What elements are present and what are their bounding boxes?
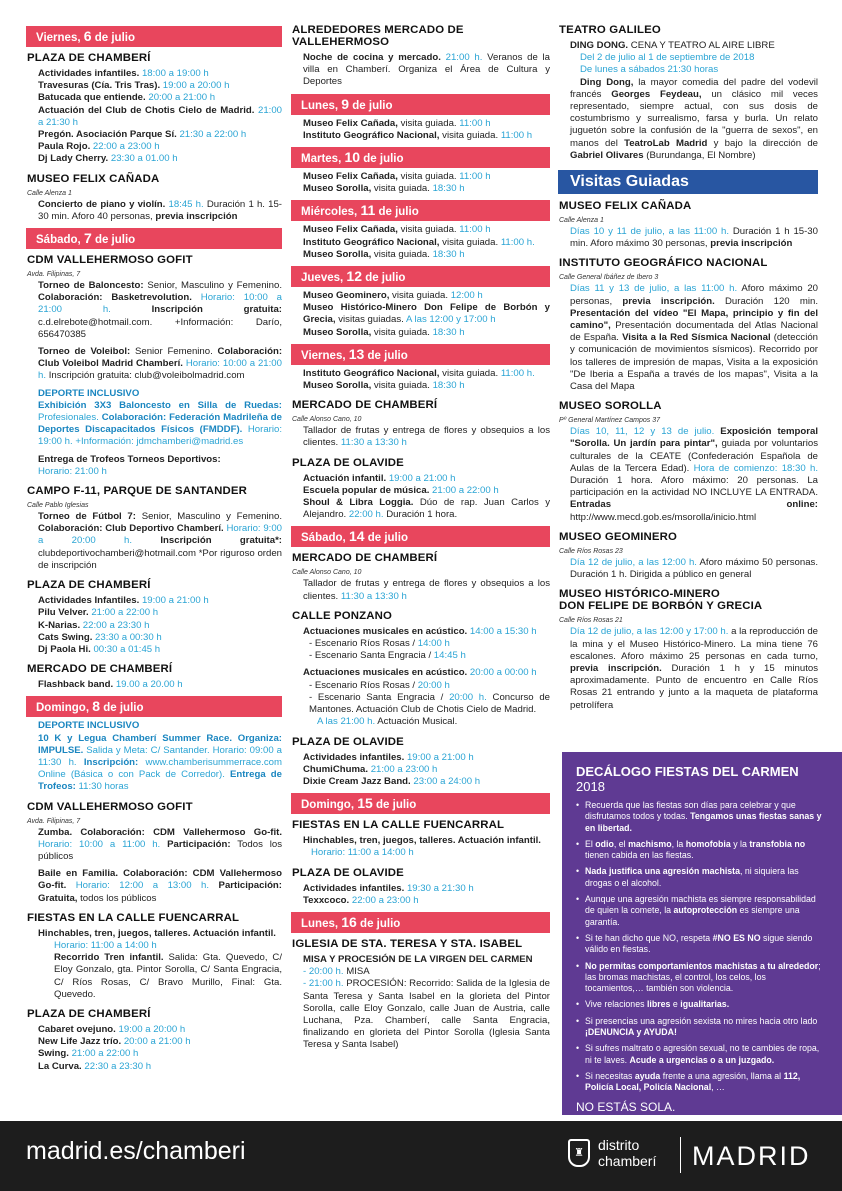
decalogo-closing: NO ESTÁS SOLA. — [576, 1099, 676, 1114]
venue-title: CAMPO F-11, PARQUE DE SANTANDER — [26, 483, 282, 501]
venue-address: Calle Alenza 1 — [27, 189, 72, 197]
footer — [0, 1121, 842, 1191]
madrid-crest-icon: ♜ — [568, 1139, 590, 1167]
venue-address: Calle Ríos Rosas 23 — [559, 547, 623, 555]
event-list: Actividades infantiles. 19:00 a 21:00 h ChumiChuma. 21:00 a 23:00 h Dixie Cream Jazz Band. 23:00 a 24:00 h — [303, 751, 481, 787]
event-text: MISA Y PROCESIÓN DE LA VIRGEN DEL CARMEN - 20:00 h. MISA - 21:00 h. PROCESIÓN: Recorrido: Salida de la Iglesia de Santa Teresa y Santa Isabel en la glorieta del Pintor Sorolla, calle Eloy Gonzalo, calle Juan de Austria, calle Luchana, Pza. Chamberí, calle Santa Engracia, finalizando en glorieta del Pintor Sorolla (Iglesia Santa Teresa y Santa Isabel) — [303, 953, 550, 1051]
venue-title: MERCADO DE CHAMBERÍ — [291, 397, 550, 415]
event-text: Torneo de Fútbol 7: Senior, Masculino y Femenino. Colaboración: Club Deportivo Chamberí. Horario: 9:00 a 20:00 h. Inscripción gratuita*: clubdeportivochamberi@hotmail.com *Por riguroso orden de inscripción — [38, 511, 282, 571]
venue-address: Calle Alonso Cano, 10 — [292, 416, 362, 424]
venue-title: MERCADO DE CHAMBERÍ — [291, 550, 550, 568]
venue-address: Calle Alenza 1 — [559, 217, 604, 225]
day-header: Martes, 10 de julio — [291, 147, 550, 168]
day-header: Domingo, 15 de julio — [291, 793, 550, 814]
venue-title: PLAZA DE OLAVIDE — [291, 455, 550, 473]
list-item: • Si sufres maltrato o agresión sexual, no te cambies de ropa, ni te laves. Acude a urgencias o a un juzgado. — [576, 1043, 826, 1066]
event-list: Actividades infantiles. 19:30 a 21:30 h Texxcoco. 22:00 a 23:00 h — [303, 882, 474, 906]
day-header: Domingo, 8 de julio — [26, 696, 282, 717]
event-text: Días 11 y 13 de julio, a las 11:00 h. Aforo máximo 20 personas, previa inscripción. Duración 120 min. Presentación del vídeo "El Mapa, principio y fin del camino", Presentación documentada del Atlas Nacional de España. Visita a la Red Sísmica Nacional (detección y comunicación de movimientos sísmicos). Recorrido por los talleres de impresión de mapas, Visita a la exposición "De Iberia a España a través de los mapas", Visita a la Casa del Mapa — [570, 283, 819, 393]
day-header: Sábado, 14 de julio — [291, 526, 550, 547]
list-item: • Si presencias una agresión sexista no mires hacia otro lado ¡DENUNCIA y AYUDA! — [576, 1016, 826, 1039]
column-2 — [291, 22, 550, 1057]
venue-title: TEATRO GALILEO — [558, 22, 818, 40]
list-item: • Nada justifica una agresión machista, ni siquiera las drogas o el alcohol. — [576, 866, 826, 889]
venue-title: ALREDEDORES MERCADO DE VALLEHERMOSO — [291, 22, 550, 52]
day-header: Lunes, 16 de julio — [291, 912, 550, 933]
event-list: Museo Felix Cañada, visita guiada. 11:00 h Museo Sorolla, visita guiada. 18:30 h — [303, 171, 491, 195]
event-list: Cabaret ovejuno. 19:00 a 20:00 h New Life Jazz trío. 20:00 a 21:00 h Swing. 21:00 a 22:00 h La Curva. 22:30 a 23:30 h — [38, 1023, 191, 1072]
visitas-guiadas-heading: Visitas Guiadas — [558, 170, 818, 194]
event-text: Tallador de frutas y entrega de flores y obsequios a los clientes. 11:30 a 13:30 h — [303, 425, 550, 449]
venue-title: CDM VALLEHERMOSO GOFIT — [26, 252, 282, 270]
venue-title: PLAZA DE CHAMBERÍ — [26, 577, 282, 595]
event-text: Hinchables, tren, juegos, talleres. Actuación infantil. Horario: 11:00 a 14:00 h Recorrido Tren infantil. Salida: Gta. Quevedo, C/ Eloy Gonzalo, gta. Pintor Sorolla, C/ Santa Engracia, C/ Ríos Rosas, C/ Bravo Murillo, Final: Gta. Quevedo. — [38, 927, 283, 1000]
list-item: • No permitas comportamientos machistas a tu alrededor; las bromas machistas, el control, los celos, los tocamientos,… también son violencia. — [576, 961, 826, 995]
madrid-logo: MADRID — [692, 1141, 811, 1171]
event-text: Días 10, 11, 12 y 13 de julio. Exposición temporal "Sorolla. Un jardín para pintar", guiada por voluntarios culturales de la CEATE (Confederación Española de Aulas de la Tercera Edad). Hora de comienzo: 18:30 h. Duración 1 hora. Aforo máximo: 20 personas. La participación en la actividad NO INCLUYE LA ENTRADA. Entradas online: http://www.mecd.gob.es/msorolla/inicio.html — [570, 426, 819, 523]
event-text: Días 10 y 11 de julio, a las 11:00 h. Duración 1 h 15-30 min. Aforo máximo 30 personas, previa inscripción — [570, 226, 818, 250]
event-list: Instituto Geográfico Nacional, visita guiada. 11:00 h. Museo Sorolla, visita guiada. 18:30 h — [303, 367, 535, 392]
event-text: Baile en Familia. Colaboración: CDM Vallehermoso Go-fit. Horario: 12:00 a 13:00 h. Participación: Gratuita, todos los públicos — [38, 868, 282, 904]
venue-title: MUSEO FELIX CAÑADA — [558, 198, 818, 216]
venue-title: PLAZA DE OLAVIDE — [291, 734, 550, 752]
decalogo-list — [576, 800, 826, 1094]
venue-address: Avda. Filipinas, 7 — [27, 271, 81, 279]
venue-address: Calle Ríos Rosas 21 — [559, 617, 623, 625]
venue-title: CALLE PONZANO — [291, 608, 550, 626]
event-list: Museo Geominero, visita guiada. 12:00 h Museo Histórico-Minero Don Felipe de Borbón y Grecia, visitas guiadas. A las 12:00 y 17:00 h Museo Sorolla, visita guiada. 18:30 h — [303, 290, 550, 338]
day-header: Jueves, 12 de julio — [291, 266, 550, 287]
list-item: • Vive relaciones libres e igualitarias. — [576, 999, 826, 1010]
event-text: Concierto de piano y violín. 18:45 h. Duración 1 h. 15-30 min. Aforo 40 personas, previa inscripción — [38, 198, 282, 222]
venue-title: MUSEO GEOMINERO — [558, 529, 818, 547]
list-item: • Si te han dicho que NO, respeta #NO ES NO sigue siendo válido en fiestas. — [576, 933, 826, 956]
venue-title: INSTITUTO GEOGRÁFICO NACIONAL — [558, 255, 818, 273]
decalogo-panel — [562, 752, 842, 1115]
venue-address: Avda. Filipinas, 7 — [27, 817, 81, 825]
column-1 — [26, 22, 282, 1078]
event-text: DEPORTE INCLUSIVO 10 K y Legua Chamberí Summer Race. Organiza: IMPULSE. Salida y Meta: C/ Santander. Horario: 09:00 a 11:30 h. Inscripción: www.chamberisummerrace.com Online (Básica o con Pack de Corredor). Entrega de Trofeos: 11:30 horas — [38, 720, 282, 793]
event-text: Flashback band. 19.00 a 20.00 h — [38, 679, 183, 691]
venue-title: IGLESIA DE STA. TERESA Y STA. ISABEL — [291, 936, 550, 954]
event-text: Torneo de Baloncesto: Senior, Masculino y Femenino. Colaboración: Basketrevolution. Horario: 10:00 a 21:00 h. Inscripción gratuita: c.d.elrebote@hotmail.com. +Información: Darío, 656470385 — [38, 280, 283, 340]
event-list: Actividades infantiles. 18:00 a 19:00 h Travesuras (Cía. Tris Tras). 19:00 a 20:00 h Batucada que entiende. 20:00 a 21:00 h Actuación del Club de Chotis Cielo de Madrid. 21:00 a 21:30 h Pregón. Asociación Parque Sí. 21:30 a 22:00 h Paula Rojo. 22:00 a 23:00 h Dj Lady Cherry. 23:30 a 01.00 h — [38, 68, 282, 165]
event-text: Día 12 de julio, a las 12:00 y 17:00 h. a la reproducción de la mina y el Museo Histórico-Minero. La mina tiene 76 escalones. Aforo máximo 25 personas en cada turno, previa inscripción. Duración 1 h y 15 minutos aproximadamente. Punto de encuentro en Calle Ríos Rosas 21 entrando y junto a la maqueta de plataforma petrolífera — [570, 626, 819, 711]
venue-address: Calle Pablo Iglesias — [27, 502, 89, 510]
decalogo-title: DECÁLOGO FIESTAS DEL CARMEN 2018 — [576, 764, 799, 794]
event-text: Entrega de Trofeos Torneos Deportivos: Horario: 21:00 h — [38, 453, 221, 477]
event-text: Noche de cocina y mercado. 21:00 h. Veranos de la villa en Chamberí. Organiza el Área de Cultura y Deportes — [303, 52, 550, 88]
event-list: Actividades Infantiles. 19:00 a 21:00 h Pilu Velver. 21:00 a 22:00 h K-Narias. 22:00 a 23:30 h Cats Swing. 23:30 a 00:30 h Dj Paola Hi. 00:30 a 01:45 h — [38, 595, 209, 655]
event-text: Tallador de frutas y entrega de flores y obsequios a los clientes. 11:30 a 13:30 h — [303, 578, 550, 602]
event-text: Actuaciones musicales en acústico. 20:00 a 00:00 h - Escenario Ríos Rosas / 20:00 h - Escenario Santa Engracia / 20:00 h. Concurso de Mantones. Actuación Club de Chotis Cielo de Madrid. A las 21:00 h. Actuación Musical. — [303, 667, 550, 728]
venue-title: PLAZA DE CHAMBERÍ — [26, 50, 282, 68]
list-item: • Aunque una agresión machista es siempre responsabilidad de quien la comete, la autoprotección es siempre una garantía. — [576, 894, 826, 928]
event-list: Actuación infantil. 19:00 a 21:00 h Escuela popular de música. 21:00 a 22:00 h Shoul & Libra Loggia. Dúo de rap. Juan Carlos y Alejandro. 22:00 h. Duración 1 hora. — [303, 472, 551, 521]
venue-title: FIESTAS EN LA CALLE FUENCARRAL — [291, 817, 550, 835]
day-header: Viernes, 6 de julio — [26, 26, 282, 47]
event-list: Museo Felix Cañada, visita guiada. 11:00 h Instituto Geográfico Nacional, visita guiada. 11:00 h — [303, 117, 533, 141]
event-text: DING DONG. CENA Y TEATRO AL AIRE LIBRE Del 2 de julio al 1 de septiembre de 2018 De lunes a sábados 21:30 horas Ding Dong, la mayor comedia del padre del vodevil francés Georges Feydeau, un clásico mil veces representado, siempre actual, con sus dosis de costumbrismo y surrealismo, farsa y burla. Un relato juguetón sobre la confusión de la "guerra de sexos", en manos del TeatroLab Madrid y bajo la dirección de Gabriel Olivares (Burundanga, El Nombre) — [570, 40, 819, 161]
day-header: Viernes, 13 de julio — [291, 344, 550, 365]
website-link[interactable]: madrid.es/chamberi — [26, 1137, 246, 1165]
event-text: Día 12 de julio, a las 12:00 h. Aforo máximo 50 personas. Duración 1 h. Dirigida a público en general — [570, 556, 818, 581]
event-text: Torneo de Voleibol: Senior Femenino. Colaboración: Club Voleibol Madrid Chamberí. Horario: 10:00 a 21:00 h. Inscripción gratuita: club@voleibolmadrid.com — [38, 346, 283, 382]
venue-title: PLAZA DE OLAVIDE — [291, 865, 550, 883]
day-header: Sábado, 7 de julio — [26, 228, 282, 249]
list-item: • El odio, el machismo, la homofobia y la transfobia no tienen cabida en las fiestas. — [576, 839, 826, 862]
venue-title: CDM VALLEHERMOSO GOFIT — [26, 799, 282, 817]
day-header: Miércoles, 11 de julio — [291, 200, 550, 221]
day-header: Lunes, 9 de julio — [291, 94, 550, 115]
event-text: DEPORTE INCLUSIVO Exhibición 3X3 Baloncesto en Silla de Ruedas: Profesionales. Colaboración: Federación Madrileña de Deportes Discapacitados Físicos (FMDDF). Horario: 19:00 h. +Información: jdmchamberi@madrid.es — [38, 387, 282, 448]
event-text: Zumba. Colaboración: CDM Vallehermoso Go-fit. Horario: 10:00 a 11:00 h. Participación: Todos los públicos — [38, 826, 282, 862]
list-item: • Recuerda que las fiestas son días para celebrar y que disfrutamos todos y todas. Tengamos unas fiestas sanas y en libertad. — [576, 800, 826, 834]
column-3 — [558, 22, 818, 717]
venue-title: MUSEO FELIX CAÑADA — [26, 171, 282, 189]
list-item: • Si necesitas ayuda frente a una agresión, llama al 112, Policía Local, Policía Nacional, … — [576, 1071, 826, 1094]
district-logo: distrito chamberí — [598, 1137, 657, 1169]
venue-address: Calle General Ibáñez de Ibero 3 — [559, 274, 659, 282]
venue-title: MUSEO SOROLLA — [558, 398, 818, 416]
venue-title: MERCADO DE CHAMBERÍ — [26, 661, 282, 679]
venue-address: Pº General Martínez Campos 37 — [559, 417, 660, 425]
venue-title: PLAZA DE CHAMBERÍ — [26, 1006, 282, 1024]
event-text: Hinchables, tren, juegos, talleres. Actuación infantil. Horario: 11:00 a 14:00 h — [303, 835, 541, 859]
event-list: Museo Felix Cañada, visita guiada. 11:00 h Instituto Geográfico Nacional, visita guiada. 11:00 h. Museo Sorolla, visita guiada. 18:30 h — [303, 224, 535, 260]
venue-address: Calle Alonso Cano, 10 — [292, 569, 362, 577]
venue-title: MUSEO HISTÓRICO-MINERO DON FELIPE DE BORBÓN Y GRECIA — [558, 586, 818, 616]
event-text: Actuaciones musicales en acústico. 14:00 a 15:30 h - Escenario Ríos Rosas / 14:00 h - Escenario Santa Engracia / 14:45 h — [303, 625, 537, 662]
divider — [680, 1137, 681, 1173]
venue-title: FIESTAS EN LA CALLE FUENCARRAL — [26, 910, 282, 928]
